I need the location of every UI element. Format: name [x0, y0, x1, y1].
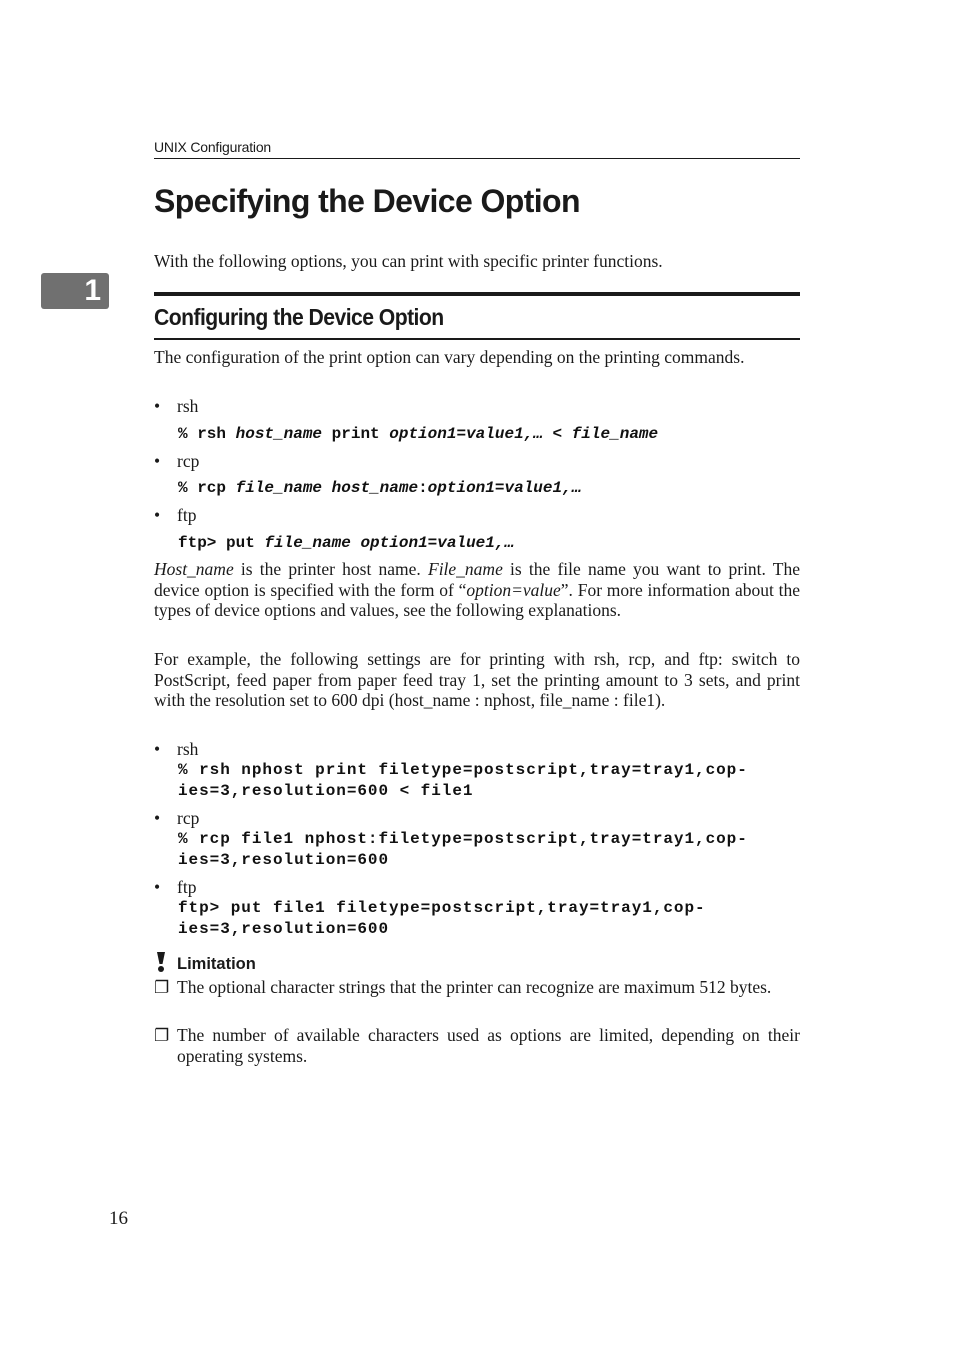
code-variable: value1,… — [466, 425, 543, 443]
syntax-label: ftp — [177, 505, 197, 525]
example-label: ftp — [177, 877, 197, 897]
code-literal: = — [456, 425, 467, 443]
code-variable: file_name — [571, 425, 659, 443]
limitation-item — [177, 1025, 800, 1066]
config-paragraph-text: The configuration of the print option can vary depending on the printing commands. — [154, 347, 745, 367]
chapter-tab: 1 — [41, 273, 109, 309]
syntax-item-rsh — [154, 396, 198, 416]
code-variable: option1 — [389, 425, 457, 443]
bullet: • — [154, 877, 161, 897]
limitation-title: Limitation — [177, 955, 256, 973]
code-variable: option1=value1,… — [427, 479, 582, 497]
section-rule-bottom — [154, 338, 800, 340]
syntax-code-rsh — [178, 424, 658, 445]
bullet: • — [154, 739, 161, 759]
code-literal: % rcp — [178, 479, 236, 497]
bullet: • — [154, 808, 161, 828]
code-variable: host_name — [235, 425, 323, 443]
code-line: ftp> put file1 filetype=postscript,tray=tray1,cop- — [178, 899, 706, 917]
code-literal: < — [542, 425, 572, 443]
example-code-rsh — [178, 760, 748, 802]
code-literal: print — [322, 425, 390, 443]
syntax-item-rcp — [154, 451, 199, 471]
example-code-ftp — [178, 898, 706, 940]
example-code-rcp — [178, 829, 748, 871]
code-line: ies=3,resolution=600 < file1 — [178, 782, 474, 800]
code-literal: % rsh — [178, 425, 236, 443]
limitation-item-text: The number of available characters used as options are limited, depending on their operating systems. — [177, 1025, 800, 1066]
code-variable: host_name — [331, 479, 419, 497]
running-header: UNIX Configuration — [154, 139, 800, 159]
checkbox-icon: ❐ — [154, 978, 170, 997]
file-name-desc: is the file name you want to print. The device option is specified with the form of “ — [154, 559, 800, 600]
intro-text: With the following options, you can print with specific printer functions. — [154, 251, 663, 271]
host-name-desc: is the printer host name. — [233, 559, 428, 579]
code-variable: option1=value1,… — [360, 534, 515, 552]
section-heading: Configuring the Device Option — [154, 304, 444, 330]
code-line: % rsh nphost print filetype=postscript,tray=tray1,cop- — [178, 761, 748, 779]
code-literal: ftp> put — [178, 534, 265, 552]
code-literal — [322, 479, 332, 497]
page-number: 16 — [109, 1208, 128, 1229]
section-rule-top — [154, 292, 800, 296]
bullet: • — [154, 505, 161, 525]
term-option-value: option=value — [466, 579, 561, 600]
code-literal — [351, 534, 361, 552]
checkbox-icon: ❐ — [154, 1026, 170, 1045]
limitation-item-text: The optional character strings that the printer can recognize are maximum 512 bytes. — [177, 977, 772, 997]
example-paragraph — [154, 649, 800, 711]
syntax-item-ftp — [154, 505, 196, 525]
option-desc: ”. For more information about the types of device options and values, see the following explanations. — [154, 579, 800, 621]
limitation-item — [177, 977, 800, 998]
example-label: rcp — [177, 808, 200, 828]
hostname-paragraph — [154, 559, 800, 621]
config-paragraph — [154, 347, 800, 368]
bullet: • — [154, 396, 161, 416]
term-host-name: Host_name — [154, 559, 234, 579]
code-line: ies=3,resolution=600 — [178, 851, 390, 869]
code-line: ies=3,resolution=600 — [178, 920, 390, 938]
code-literal: : — [418, 479, 428, 497]
code-variable: file_name — [235, 479, 323, 497]
example-item-rcp — [154, 808, 199, 828]
example-label: rsh — [177, 739, 199, 759]
syntax-label: rsh — [177, 396, 199, 416]
code-line: % rcp file1 nphost:filetype=postscript,tray=tray1,cop- — [178, 830, 748, 848]
syntax-label: rcp — [177, 451, 200, 471]
example-paragraph-text: For example, the following settings are for printing with rsh, rcp, and ftp: switch to PostScript, feed paper from paper feed tray 1, set the printing amount to 3 sets, and print with the resolution set to 600 dpi (host_name : nphost, file_name : file1). — [154, 649, 800, 711]
syntax-code-rcp — [178, 478, 581, 499]
code-variable: file_name — [264, 534, 351, 552]
example-item-rsh — [154, 739, 198, 759]
term-file-name: File_name — [428, 559, 503, 579]
example-item-ftp — [154, 877, 196, 897]
page-title: Specifying the Device Option — [154, 183, 580, 219]
syntax-code-ftp — [178, 533, 514, 554]
bullet: • — [154, 451, 161, 471]
exclamation-icon — [154, 951, 168, 973]
